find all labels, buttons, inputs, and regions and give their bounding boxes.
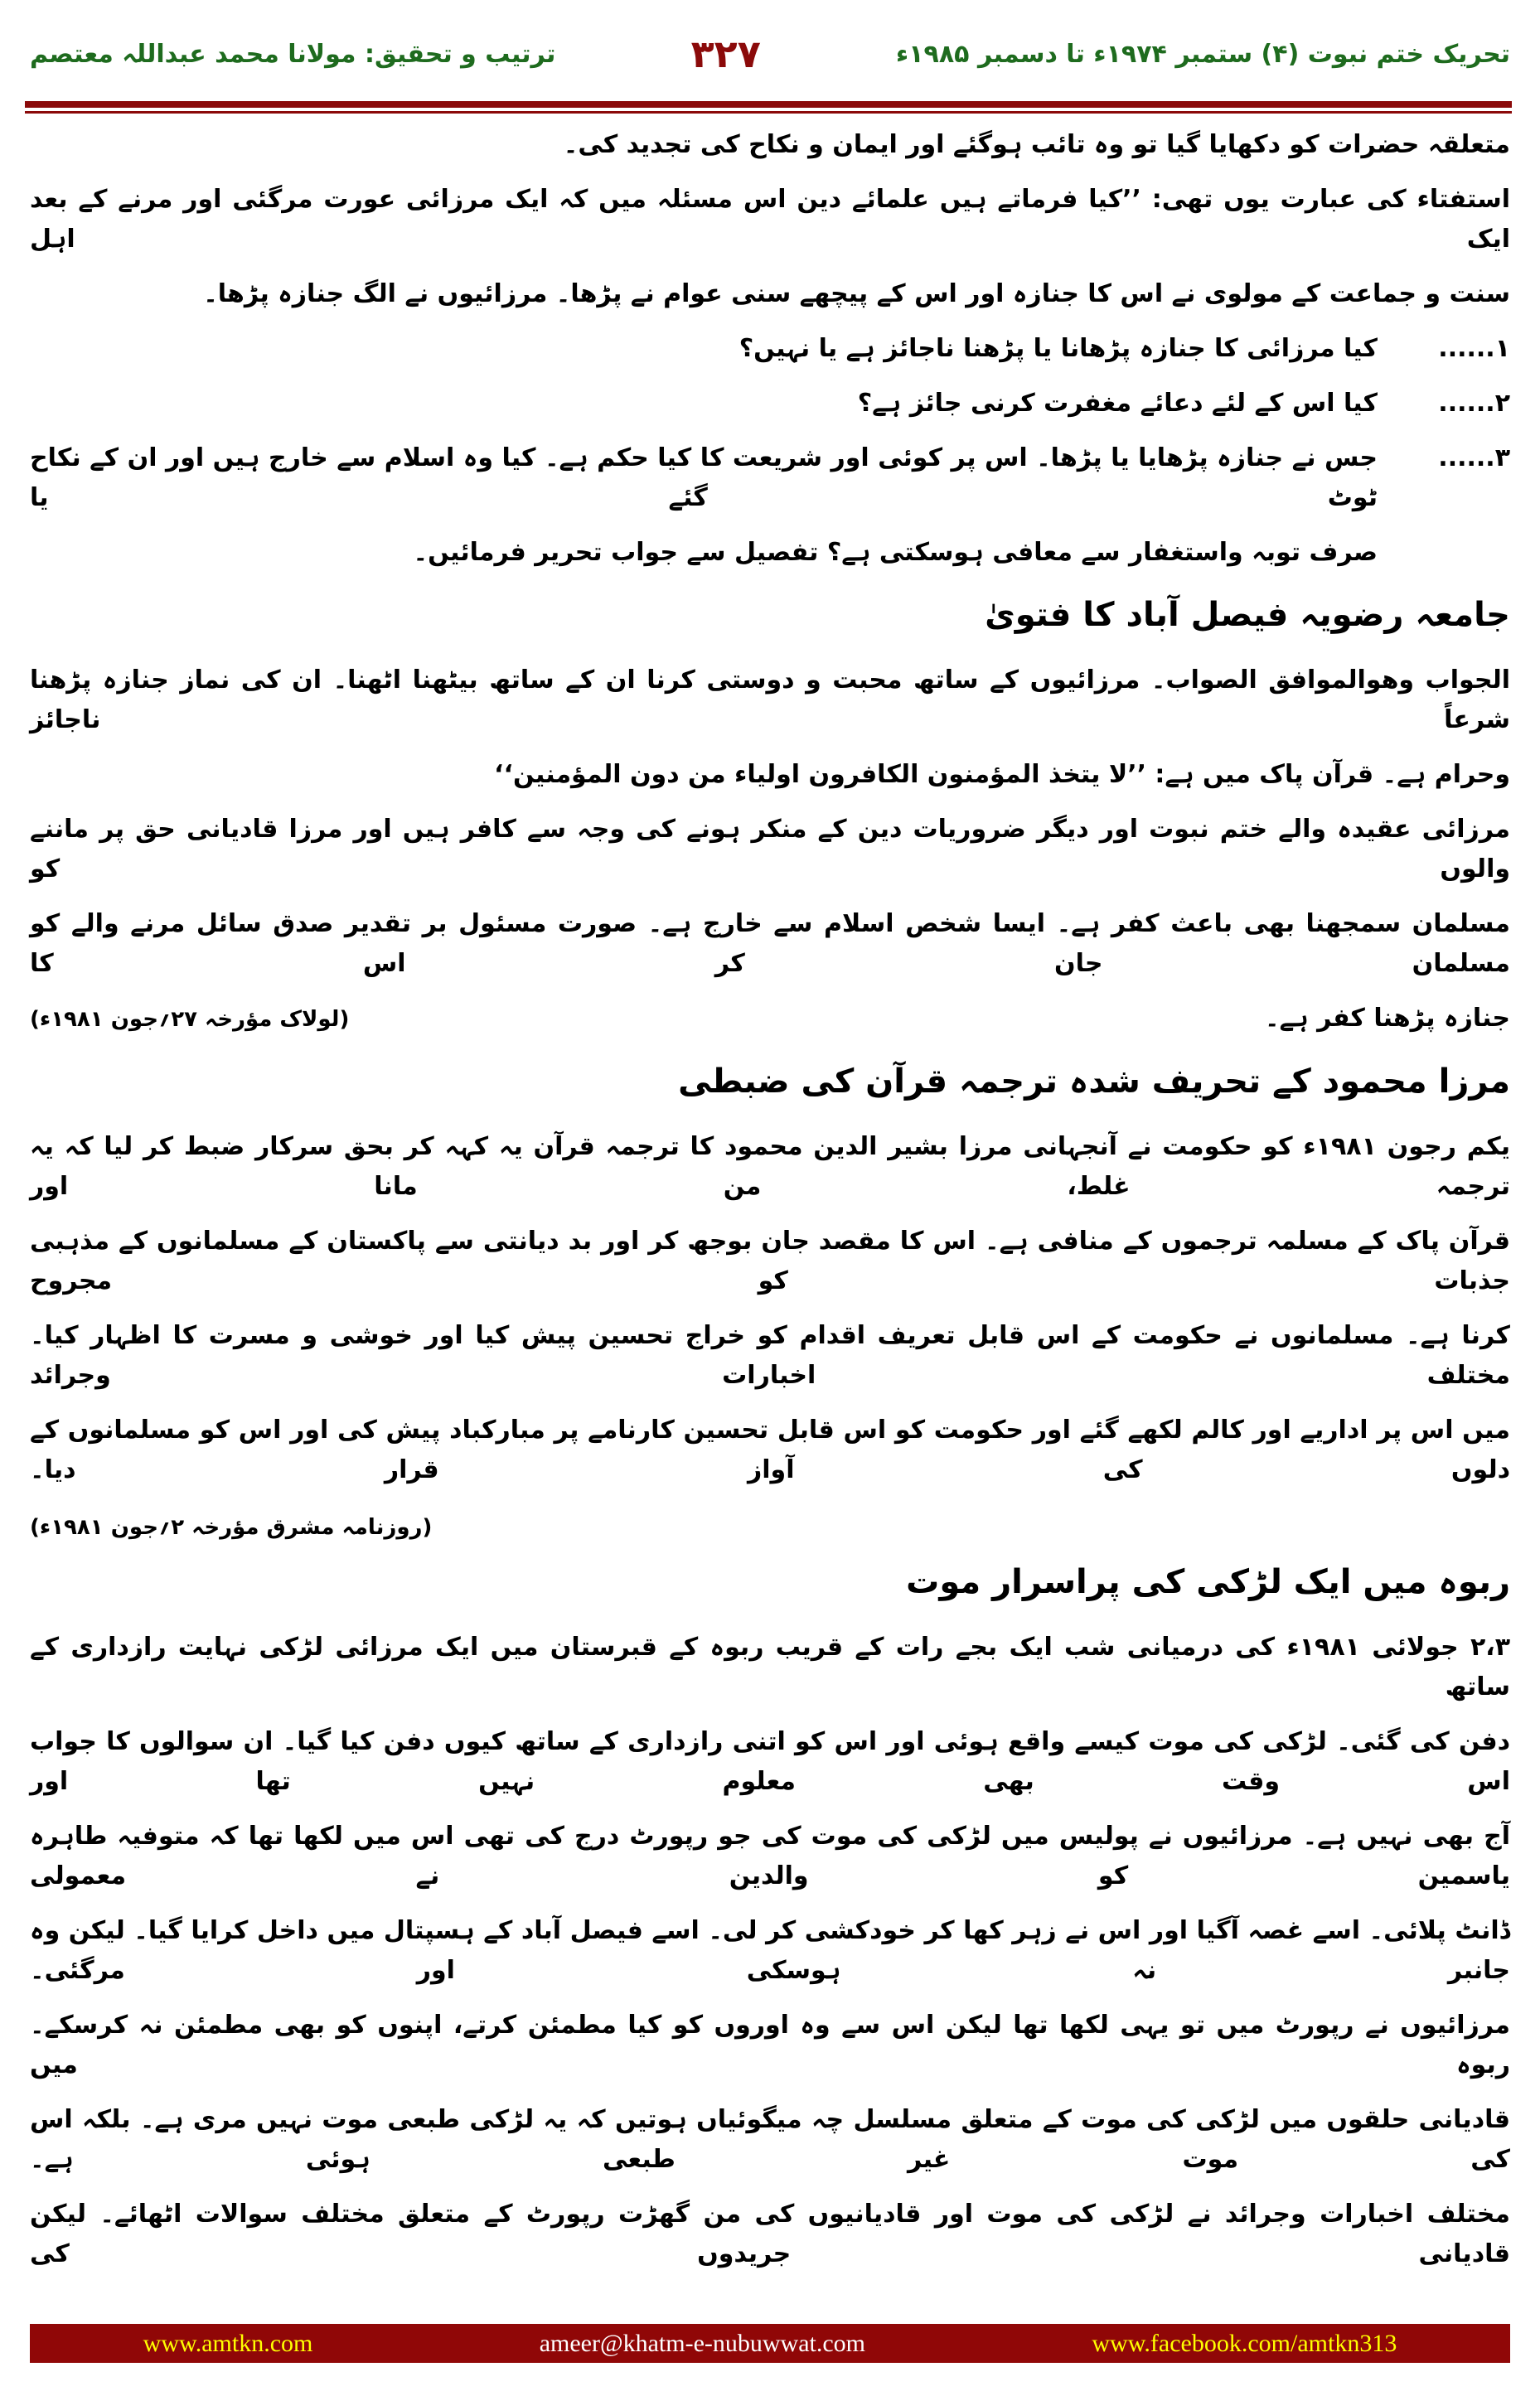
- question-number: ۲......: [1438, 389, 1510, 418]
- paragraph-line: میں اس پر اداریے اور کالم لکھے گئے اور حکومت کو اس قابل تحسین کارنامے پر مبارکباد پیش کی اور اس کو مسلمانوں کے دلوں کی آواز قرار دیا۔: [30, 1416, 1510, 1484]
- paragraph-line: استفتاء کی عبارت یوں تھی: ’’کیا فرماتے ہیں علمائے دین اس مسئلہ میں کہ ایک مرزائی عورت مرگئی اور مرنے کے بعد ایک اہل: [30, 185, 1510, 254]
- question-item: [30, 384, 1510, 424]
- book-title: تحریک ختم نبوت (۴) ستمبر ۱۹۷۴ء تا دسمبر ۱۹۸۵ء: [895, 39, 1510, 69]
- page-number: ۳۲۷: [690, 31, 761, 76]
- paragraph-line: کرنا ہے۔ مسلمانوں نے حکومت کے اس قابل تعریف اقدام کو خراج تحسین پیش کیا اور خوشی و مسرت کا اظہار کیا۔ مختلف اخبارات وجرائد: [30, 1321, 1510, 1390]
- paragraph-line: یکم رجون ۱۹۸۱ء کو حکومت نے آنجہانی مرزا بشیر الدین محمود کا ترجمہ قرآن یہ کہہ کر بحق سرکار ضبط کر لیا کہ یہ ترجمہ غلط، من مانا اور: [30, 1132, 1511, 1201]
- email-link[interactable]: ameer@khatm-e-nubuwwat.com: [539, 2329, 866, 2357]
- question-number: ۱......: [1438, 334, 1510, 363]
- paragraph-line: وحرام ہے۔ قرآن پاک میں ہے: ’’لا یتخذ المؤمنون الکافرون اولیاء من دون المؤمنین‘‘: [494, 760, 1510, 789]
- paragraph-line: جنازہ پڑھنا کفر ہے۔: [1265, 1004, 1510, 1033]
- section-heading: جامعہ رضویہ فیصل آباد کا فتویٰ: [985, 596, 1510, 634]
- page-header: [30, 0, 1510, 99]
- section-heading: مرزا محمود کے تحریف شدہ ترجمہ قرآن کی ضبطی: [678, 1062, 1510, 1101]
- paragraph-line: مرزائیوں نے رپورٹ میں تو یہی لکھا تھا لیکن اس سے وہ اوروں کو کیا مطمئن کرتے، اپنوں کو بھی مطمئن نہ کرسکے۔ ربوہ میں: [30, 2011, 1510, 2079]
- question-item: [30, 438, 1510, 518]
- question-text: کیا اس کے لئے دعائے مغفرت کرنی جائز ہے؟: [857, 389, 1378, 418]
- paragraph-line: دفن کی گئی۔ لڑکی کی موت کیسے واقع ہوئی اور اس کو اتنی رازداری کے ساتھ کیوں دفن کیا گیا۔ ان سوالوں کا جواب اس وقت بھی معلوم نہیں تھا اور: [30, 1727, 1510, 1796]
- paragraph-line: متعلقہ حضرات کو دکھایا گیا تو وہ تائب ہوگئے اور ایمان و نکاح کی تجدید کی۔: [563, 130, 1510, 159]
- header-rule-thin: [25, 111, 1512, 114]
- paragraph-line: مختلف اخبارات وجرائد نے لڑکی کی موت اور قادیانیوں کی من گھڑت رپورٹ کے متعلق مختلف سوالات اٹھائے۔ لیکن قادیانی جریدوں کی: [30, 2200, 1510, 2268]
- compiler-credit: ترتیب و تحقیق: مولانا محمد عبداللہ معتصم: [30, 39, 556, 69]
- paragraph-line: قادیانی حلقوں میں لڑکی کی موت کے متعلق مسلسل چہ میگوئیاں ہوتیں کہ یہ لڑکی طبعی موت نہیں مری ہے۔ بلکہ اس کی موت غیر طبعی ہوئی ہے۔: [30, 2105, 1510, 2174]
- citation: (روزنامہ مشرق مؤرخہ ۲؍جون ۱۹۸۱ء): [30, 1515, 433, 1540]
- header-rule: [25, 101, 1512, 108]
- paragraph-line: ۲،۳ جولائی ۱۹۸۱ء کی درمیانی شب ایک بجے رات کے قریب ربوہ کے قبرستان میں ایک مرزائی لڑکی نہایت رازداری کے ساتھ: [30, 1633, 1511, 1701]
- question-continuation: صرف توبہ واستغفار سے معافی ہوسکتی ہے؟ تفصیل سے جواب تحریر فرمائیں۔: [413, 538, 1378, 567]
- paragraph-line: ڈانٹ پلائی۔ اسے غصہ آگیا اور اس نے زہر کھا کر خودکشی کر لی۔ اسے فیصل آباد کے ہسپتال میں داخل کرایا گیا۔ لیکن وہ جانبر نہ ہوسکی اور مرگئی۔: [30, 1916, 1510, 1985]
- paragraph-line: الجواب وھوالموافق الصواب۔ مرزائیوں کے ساتھ محبت و دوستی کرنا ان کے ساتھ بیٹھنا اٹھنا۔ ان کی نماز جنازہ پڑھنا شرعاً ناجائز: [30, 666, 1510, 734]
- paragraph-line: سنت و جماعت کے مولوی نے اس کا جنازہ اور اس کے پیچھے سنی عوام نے پڑھا۔ مرزائیوں نے الگ جنازہ پڑھا۔: [203, 279, 1510, 308]
- section-heading: ربوہ میں ایک لڑکی کی پراسرار موت: [906, 1563, 1510, 1601]
- paragraph-line: مرزائی عقیدہ والے ختم نبوت اور دیگر ضروریات دین کے منکر ہونے کی وجہ سے کافر ہیں اور مرزا قادیانی حق پر ماننے والوں کو: [30, 815, 1510, 883]
- citation: (لولاک مؤرخہ ۲۷؍جون ۱۹۸۱ء): [30, 1007, 350, 1032]
- paragraph-line: مسلمان سمجھنا بھی باعث کفر ہے۔ ایسا شخص اسلام سے خارج ہے۔ صورت مسئول بر تقدیر صدق سائل مرنے والے کو مسلمان جان کر اس کا: [30, 909, 1510, 978]
- footer-bar: [30, 2324, 1510, 2363]
- question-number: ۳......: [1438, 443, 1510, 472]
- question-item: [30, 329, 1510, 369]
- paragraph-line: قرآن پاک کے مسلمہ ترجموں کے منافی ہے۔ اس کا مقصد جان بوجھ کر اور بد دیانتی سے پاکستان کے مسلمانوں کے مذہبی جذبات کو مجروح: [30, 1227, 1510, 1295]
- paragraph-line: آج بھی نہیں ہے۔ مرزائیوں نے پولیس میں لڑکی کی موت کی جو رپورٹ درج کی تھی اس میں لکھا تھا کہ متوفیہ طاہرہ یاسمین کو والدین نے معمولی: [30, 1822, 1510, 1890]
- question-text: جس نے جنازہ پڑھایا یا پڑھا۔ اس پر کوئی اور شریعت کا کیا حکم ہے۔ کیا وہ اسلام سے خارج ہیں اور ان کے نکاح ٹوٹ گئے یا: [30, 443, 1378, 512]
- paragraph-line-with-citation: [30, 999, 1510, 1039]
- website-link[interactable]: www.amtkn.com: [143, 2329, 313, 2357]
- facebook-link[interactable]: www.facebook.com/amtkn313: [1092, 2329, 1397, 2357]
- question-text: کیا مرزائی کا جنازہ پڑھانا یا پڑھنا ناجائز ہے یا نہیں؟: [739, 334, 1378, 363]
